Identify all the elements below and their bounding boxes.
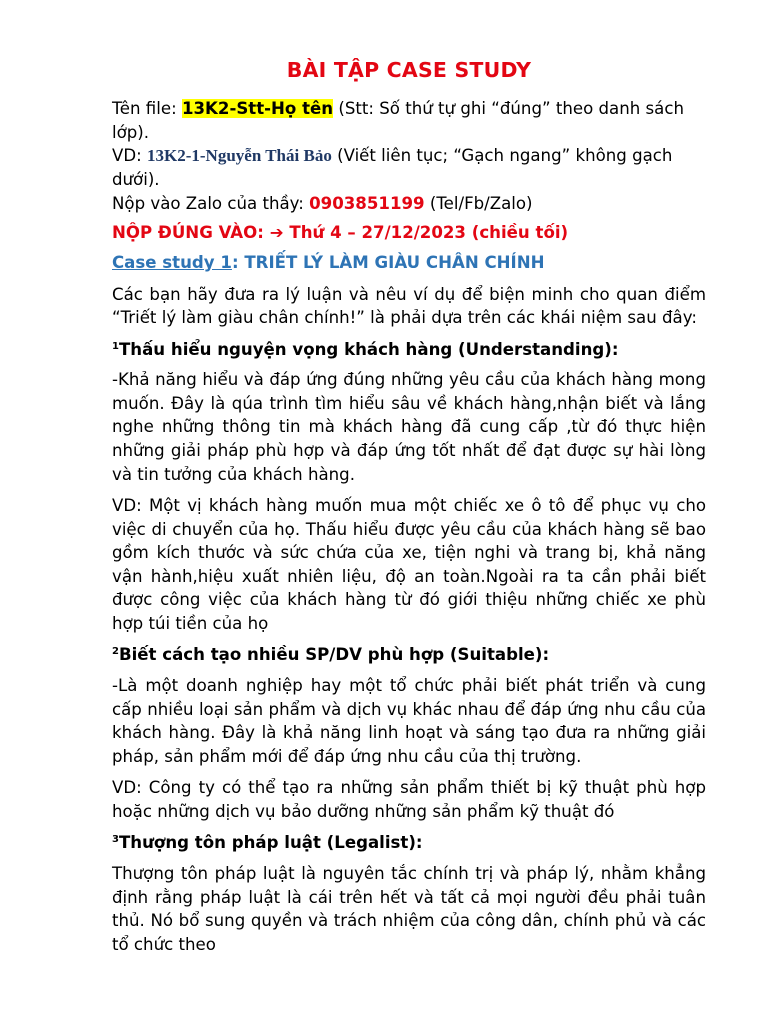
document-title: BÀI TẬP CASE STUDY	[286, 58, 532, 82]
zalo-line	[112, 192, 706, 216]
example-line	[112, 144, 706, 192]
zalo-prefix: Nộp vào Zalo của thầy:	[112, 193, 310, 213]
section-heading-text: Thượng tôn pháp luật (Legalist):	[118, 833, 423, 853]
file-name-instruction	[112, 97, 706, 144]
section-understanding	[112, 338, 706, 636]
section-example: VD: Một vị khách hàng muốn mua một chiếc xe ô tô để phục vụ cho việc di chuyển của họ. Thấu hiểu được yêu cầu của khách hàng sẽ bao gồm kích thước và sức chứa của xe, tiện nghi và trang bị, khả năng vận hành,hiệu xuất nhiên liệu, độ an toàn.Ngoài ra ta cần phải biết được công việc của khách hàng từ đó giới thiệu những chiếc xe phù hợp túi tiền của họ	[112, 496, 706, 633]
case-study-title: : TRIẾT LÝ LÀM GIÀU CHÂN CHÍNH	[231, 253, 545, 273]
section-legalist	[112, 831, 706, 956]
section-example: VD: Công ty có thể tạo ra những sản phẩm thiết bị kỹ thuật phù hợp hoặc những dịch vụ bảo dưỡng những sản phẩm kỹ thuật đó	[112, 778, 706, 821]
deadline-label: NỘP ĐÚNG VÀO:	[112, 223, 270, 243]
section-paragraph: -Là một doanh nghiệp hay một tổ chức phải biết phát triển và cung cấp nhiều loại sản phẩm và dịch vụ khác nhau để đáp ứng nhu cầu của khách hàng. Đây là khả năng linh hoạt và sáng tạo đưa ra những giải pháp, sản phẩm mới để đáp ứng nhu cầu của thị trường.	[112, 676, 706, 766]
section-paragraph: Thượng tôn pháp luật là nguyên tắc chính trị và pháp lý, nhằm khẳng định rằng pháp luật là cái trên hết và tất cả mọi người đều phải tuân thủ. Nó bổ sung quyền và trách nhiệm của công dân, chính phủ và các tổ chức theo	[112, 863, 706, 954]
phone-number: 0903851199	[309, 193, 425, 213]
file-line-prefix: Tên file:	[112, 99, 182, 119]
case-study-label: Case study 1	[112, 253, 232, 273]
section-suitable	[112, 643, 706, 823]
section-heading	[112, 643, 706, 667]
section-heading	[112, 338, 706, 362]
deadline-date: Thứ 4 – 27/12/2023 (chiều tối)	[283, 223, 569, 243]
section-number: 1	[112, 340, 119, 352]
section-number: 3	[112, 834, 119, 846]
section-heading	[112, 831, 706, 855]
example-suffix: (Viết liên tục; “Gạch ngang” không gạch dưới).	[112, 146, 673, 190]
zalo-suffix: (Tel/Fb/Zalo)	[424, 193, 533, 213]
section-heading-text: Biết cách tạo nhiều SP/DV phù hợp (Suitable):	[118, 645, 550, 665]
case-study-heading	[112, 251, 706, 275]
example-file-name: 13K2-1-Nguyễn Thái Bảo	[147, 146, 332, 166]
deadline-line	[112, 221, 706, 245]
section-paragraph: -Khả năng hiểu và đáp ứng đúng những yêu cầu của khách hàng mong muốn. Đây là qúa trình tìm hiểu sâu về khách hàng,nhận biết và lắng nghe những thông tin mà khách hàng đã cung cấp ,từ đó thực hiện những giải pháp phù hợp và đáp ứng tốt nhất để đạt được sự hài lòng và tin tưởng của khách hàng.	[112, 370, 706, 484]
file-line-suffix: (Stt: Số thứ tự ghi “đúng” theo danh sách lớp).	[112, 99, 684, 142]
example-prefix: VD:	[112, 146, 147, 166]
section-number: 2	[112, 646, 119, 658]
arrow-icon: ➔	[269, 223, 284, 243]
intro-paragraph: Các bạn hãy đưa ra lý luận và nêu ví dụ để biện minh cho quan điểm “Triết lý làm giàu chân chính!” là phải dựa trên các khái niệm sau đây:	[112, 284, 706, 328]
file-name-format-highlight: 13K2-Stt-Họ tên	[181, 99, 334, 119]
section-heading-text: Thấu hiểu nguyện vọng khách hàng (Understanding):	[118, 339, 619, 359]
